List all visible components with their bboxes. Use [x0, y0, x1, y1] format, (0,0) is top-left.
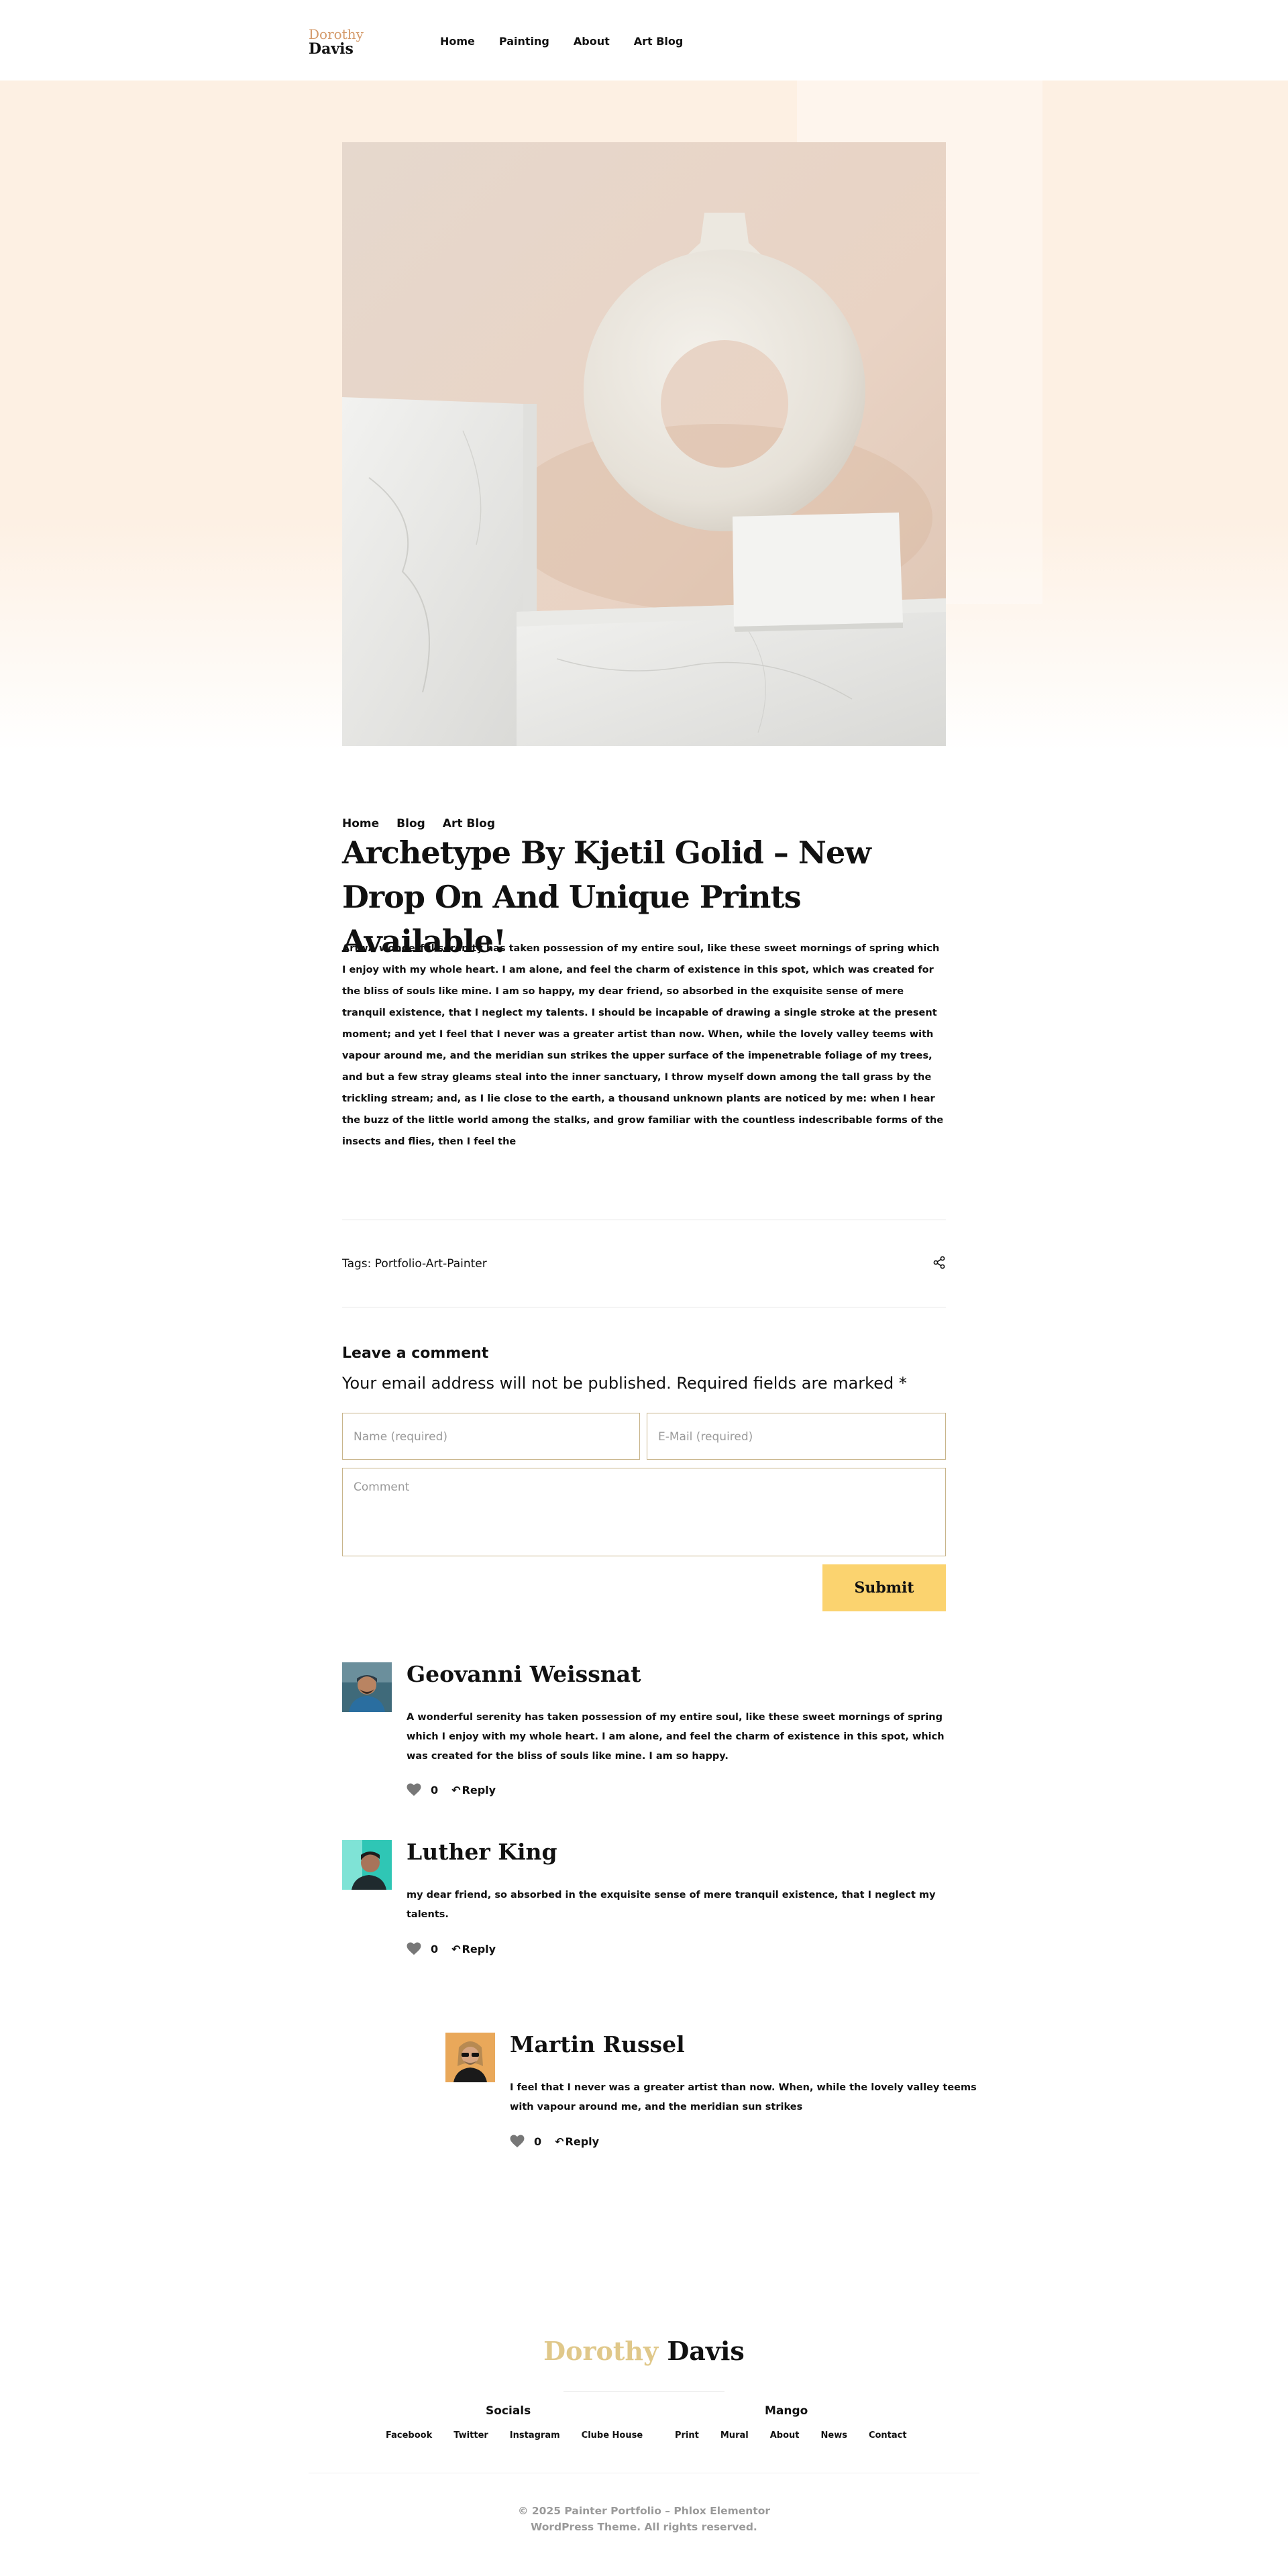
comment-form-note: Your email address will not be published. Required fields are marked * — [342, 1374, 907, 1393]
footer-link-twitter[interactable]: Twitter — [453, 2430, 488, 2440]
like-count: 0 — [431, 1783, 439, 1796]
breadcrumb-art-blog[interactable]: Art Blog — [442, 817, 496, 830]
post-body: ArtwA wonderful serenity has taken possession of my entire soul, like these sweet mornings of spring which I enjoy with my whole heart. I am alone, and feel the charm of existence in this spot, which was created for the bliss of souls like mine. I am so happy, my dear friend, so absorbed in the exquisite sense of mere tranquil existence, that I neglect my talents. I should be incapable of drawing a single stroke at the present moment; and yet I feel that I never was a greater artist than now. When, while the lovely valley teems with vapour around me, and the meridian sun strikes the upper surface of the impenetrable foliage of my trees, and but a few stray gleams steal into the inner sanctuary, I throw myself down among the tall grass by the trickling stream; and, as I lie close to the earth, a thousand unknown plants are noticed by me: when I hear the buzz of the little world among the stalks, and grow familiar with the countless indescribable forms of the insects and flies, then I feel the — [342, 943, 944, 1147]
copyright-line2: WordPress Theme. All rights reserved. — [531, 2521, 757, 2533]
footer-logo-first: Dorothy — [543, 2336, 659, 2366]
comment-item — [342, 1662, 946, 1810]
footer-link-about[interactable]: About — [769, 2430, 800, 2440]
name-field[interactable]: Name (required) — [342, 1413, 640, 1460]
comment-actions — [407, 1783, 496, 1796]
footer-divider — [564, 2391, 724, 2392]
nav-art-blog[interactable]: Art Blog — [633, 35, 684, 48]
footer-link-contact[interactable]: Contact — [868, 2430, 907, 2440]
footer-link-instagram[interactable]: Instagram — [509, 2430, 560, 2440]
site-header — [0, 0, 1288, 80]
comment-textarea[interactable]: Comment — [342, 1468, 946, 1556]
email-field[interactable]: E-Mail (required) — [647, 1413, 946, 1460]
reply-link[interactable]: Reply — [462, 1783, 496, 1796]
footer-link-print[interactable]: Print — [675, 2430, 699, 2440]
avatar — [342, 1662, 392, 1712]
footer-logo[interactable] — [0, 2336, 1288, 2366]
comment-item — [342, 1840, 946, 1974]
comment-actions — [407, 1942, 496, 1955]
comment-actions — [510, 2135, 599, 2148]
comment-text: my dear friend, so absorbed in the exquisite sense of mere tranquil existence, that I neglect my talents. — [407, 1890, 936, 1920]
vase-illustration — [342, 142, 946, 746]
post-tags — [342, 1257, 487, 1271]
comment-form-title: Leave a comment — [342, 1345, 489, 1362]
like-count: 0 — [431, 1942, 439, 1955]
copyright-line1: © 2025 Painter Portfolio – Phlox Elementor — [518, 2505, 770, 2517]
breadcrumb-blog[interactable]: Blog — [396, 817, 425, 830]
tag-link[interactable]: Portfolio-Art-Painter — [374, 1257, 487, 1271]
comment-text: I feel that I never was a greater artist than now. When, while the lovely valley teems with vapour around me, and the meridian sun strikes — [510, 2082, 977, 2112]
share-icon[interactable] — [932, 1256, 946, 1269]
footer-logo-last: Davis — [667, 2336, 745, 2366]
reply-link[interactable]: Reply — [565, 2135, 600, 2148]
heart-icon[interactable] — [407, 1942, 421, 1955]
commenter-name: Luther King — [407, 1839, 557, 1865]
reply-icon: ↶ — [451, 1942, 461, 1955]
main-nav — [440, 35, 707, 48]
footer-link-clube-house[interactable]: Clube House — [581, 2430, 643, 2440]
footer-link-mural[interactable]: Mural — [720, 2430, 749, 2440]
reply-icon: ↶ — [555, 2135, 564, 2148]
heart-icon[interactable] — [510, 2135, 525, 2148]
site-logo[interactable] — [309, 27, 364, 56]
footer-link-news[interactable]: News — [820, 2430, 847, 2440]
reply-icon: ↶ — [451, 1783, 461, 1796]
comment-reply-item — [445, 2033, 982, 2167]
logo-last-name: Davis — [309, 40, 354, 58]
footer-link-facebook[interactable]: Facebook — [386, 2430, 433, 2440]
submit-button[interactable]: Submit — [822, 1564, 946, 1611]
breadcrumb-home[interactable]: Home — [342, 817, 380, 830]
post-title: Archetype By Kjetil Golid – New Drop On And Unique Prints Available! — [342, 835, 871, 959]
nav-home[interactable]: Home — [440, 35, 475, 48]
tags-label: Tags: — [342, 1257, 372, 1271]
footer-socials-title: Socials — [486, 2404, 531, 2418]
avatar — [445, 2033, 495, 2082]
footer-mango-title: Mango — [765, 2404, 808, 2418]
breadcrumb — [342, 817, 513, 830]
nav-about[interactable]: About — [573, 35, 610, 48]
footer-mango-links — [675, 2430, 928, 2440]
heart-icon[interactable] — [407, 1783, 421, 1796]
logo-first-name: Dorothy — [309, 26, 364, 42]
commenter-name: Geovanni Weissnat — [407, 1661, 641, 1687]
commenter-name: Martin Russel — [510, 2031, 685, 2057]
reply-link[interactable]: Reply — [462, 1942, 496, 1955]
like-count: 0 — [534, 2135, 542, 2148]
comment-text: A wonderful serenity has taken possession of my entire soul, like these sweet mornings of spring which I enjoy with my whole heart. I am alone, and feel the charm of existence in this spot, which was created for the bliss of souls like mine. I am so happy. — [407, 1712, 945, 1762]
featured-image — [342, 142, 946, 746]
nav-painting[interactable]: Painting — [498, 35, 549, 48]
avatar — [342, 1840, 392, 1890]
footer-socials-links — [386, 2430, 664, 2440]
